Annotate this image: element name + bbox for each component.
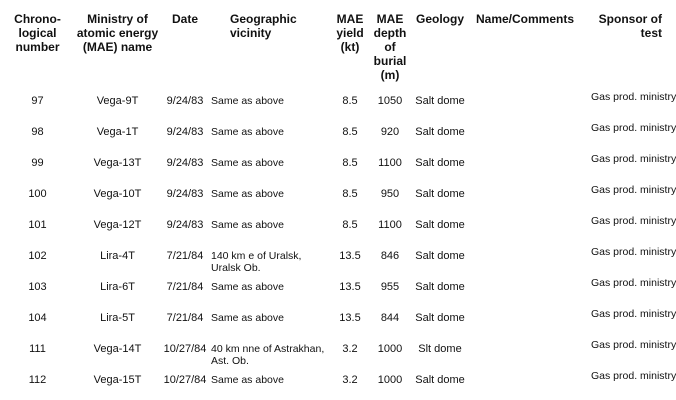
cell-geology: Salt dome [415, 312, 465, 324]
table-row [0, 212, 663, 243]
cell-geology: Salt dome [415, 126, 465, 138]
cell-geographic-vicinity: Same as above [211, 188, 284, 200]
header-date: Date [171, 12, 198, 26]
cell-geographic-vicinity: Same as above [211, 219, 284, 231]
cell-mae-name: Lira-4T [100, 250, 135, 262]
cell-sponsor: Gas prod. ministry [591, 153, 676, 165]
cell-mae-name: Lira-6T [100, 281, 135, 293]
cell-sponsor: Gas prod. ministry [591, 184, 676, 196]
cell-geology: Slt dome [418, 343, 462, 355]
cell-geology: Salt dome [415, 188, 465, 200]
cell-chrono-number: 111 [29, 343, 46, 355]
cell-geology: Salt dome [415, 219, 465, 231]
table-row [0, 150, 663, 181]
header-chrono-number: Chrono-logical number [14, 12, 61, 54]
cell-mae-depth: 1000 [377, 374, 403, 386]
header-sponsor: Sponsor of test [598, 12, 662, 40]
cell-mae-yield: 3.2 [342, 343, 358, 355]
cell-geographic-vicinity: Same as above [211, 374, 284, 386]
table-row [0, 181, 663, 212]
header-name-comments: Name/Comments [476, 12, 575, 26]
cell-date: 9/24/83 [166, 219, 204, 231]
cell-sponsor: Gas prod. ministry [591, 339, 676, 351]
cell-mae-depth: 1000 [377, 343, 403, 355]
cell-mae-yield: 8.5 [342, 126, 358, 138]
header-mae-name: Ministry of atomic energy (MAE) name [76, 12, 159, 54]
cell-date: 10/27/84 [163, 374, 207, 386]
cell-date: 9/24/83 [166, 188, 204, 200]
cell-chrono-number: 99 [31, 157, 44, 169]
cell-name-comments [470, 212, 590, 243]
cell-mae-name: Vega-14T [93, 343, 142, 355]
cell-mae-name: Lira-5T [100, 312, 135, 324]
cell-name-comments [470, 367, 590, 398]
table-row [0, 305, 663, 336]
cell-sponsor: Gas prod. ministry [591, 91, 676, 103]
cell-geographic-vicinity: Same as above [211, 95, 284, 107]
cell-name-comments [470, 243, 590, 274]
cell-geology: Salt dome [415, 95, 465, 107]
cell-geographic-vicinity: Same as above [211, 281, 284, 293]
cell-mae-yield: 8.5 [342, 157, 358, 169]
cell-name-comments [470, 181, 590, 212]
table-row [0, 274, 663, 305]
cell-date: 9/24/83 [166, 95, 204, 107]
cell-chrono-number: 112 [28, 374, 47, 386]
cell-geographic-vicinity: 40 km nne of Astrakhan, Ast. Ob. [211, 343, 325, 367]
cell-sponsor: Gas prod. ministry [591, 277, 676, 289]
cell-mae-depth: 846 [380, 250, 400, 262]
cell-name-comments [470, 88, 590, 119]
cell-mae-yield: 8.5 [342, 188, 358, 200]
cell-mae-name: Vega-9T [96, 95, 139, 107]
cell-mae-depth: 950 [380, 188, 400, 200]
cell-sponsor: Gas prod. ministry [591, 215, 676, 227]
cell-mae-name: Vega-1T [96, 126, 139, 138]
header-row [0, 8, 663, 88]
cell-name-comments [470, 119, 590, 150]
cell-geographic-vicinity: Same as above [211, 157, 284, 169]
cell-chrono-number: 104 [28, 312, 47, 324]
cell-name-comments [470, 336, 590, 367]
cell-mae-depth: 1100 [378, 219, 402, 231]
cell-chrono-number: 97 [31, 95, 44, 107]
cell-sponsor: Gas prod. ministry [591, 308, 676, 320]
cell-mae-yield: 8.5 [342, 219, 358, 231]
cell-geology: Salt dome [415, 157, 465, 169]
cell-mae-yield: 3.2 [342, 374, 358, 386]
cell-chrono-number: 101 [28, 219, 47, 231]
cell-name-comments [470, 274, 590, 305]
table-row [0, 336, 663, 367]
header-geographic-vicinity: Geographic vicinity [230, 12, 297, 40]
cell-mae-name: Vega-13T [93, 157, 142, 169]
nuclear-test-table [0, 8, 676, 398]
cell-chrono-number: 103 [28, 281, 47, 293]
cell-geographic-vicinity: 140 km e of Uralsk, Uralsk Ob. [211, 250, 302, 274]
cell-mae-yield: 8.5 [342, 95, 358, 107]
cell-geology: Salt dome [415, 281, 465, 293]
cell-mae-name: Vega-10T [93, 188, 142, 200]
cell-chrono-number: 100 [28, 188, 47, 200]
cell-mae-name: Vega-12T [93, 219, 142, 231]
cell-date: 9/24/83 [166, 157, 204, 169]
cell-mae-yield: 13.5 [339, 281, 361, 293]
cell-geographic-vicinity: Same as above [211, 312, 284, 324]
cell-geology: Salt dome [415, 374, 465, 386]
cell-mae-yield: 13.5 [339, 312, 361, 324]
cell-chrono-number: 98 [31, 126, 44, 138]
table-row [0, 119, 663, 150]
cell-date: 10/27/84 [163, 343, 207, 355]
table-body [0, 88, 676, 398]
cell-sponsor: Gas prod. ministry [591, 370, 676, 382]
cell-geographic-vicinity: Same as above [211, 126, 284, 138]
cell-name-comments [470, 150, 590, 181]
cell-mae-depth: 1050 [377, 95, 403, 107]
cell-sponsor: Gas prod. ministry [591, 246, 676, 258]
cell-date: 7/21/84 [166, 281, 204, 293]
header-mae-yield: MAE yield (kt) [336, 12, 364, 54]
cell-mae-depth: 844 [380, 312, 400, 324]
cell-mae-depth: 1100 [378, 157, 402, 169]
cell-sponsor: Gas prod. ministry [591, 122, 676, 134]
table-row [0, 367, 663, 398]
cell-mae-name: Vega-15T [93, 374, 142, 386]
cell-geology: Salt dome [415, 250, 465, 262]
cell-mae-depth: 955 [380, 281, 400, 293]
cell-mae-depth: 920 [380, 126, 400, 138]
cell-mae-yield: 13.5 [339, 250, 361, 262]
table-row [0, 243, 663, 274]
cell-date: 7/21/84 [166, 312, 204, 324]
table-row [0, 88, 663, 119]
cell-date: 9/24/83 [166, 126, 204, 138]
cell-date: 7/21/84 [166, 250, 204, 262]
header-mae-depth: MAE depth of burial (m) [373, 12, 407, 82]
cell-name-comments [470, 305, 590, 336]
cell-chrono-number: 102 [28, 250, 47, 262]
header-geology: Geology [415, 12, 464, 26]
